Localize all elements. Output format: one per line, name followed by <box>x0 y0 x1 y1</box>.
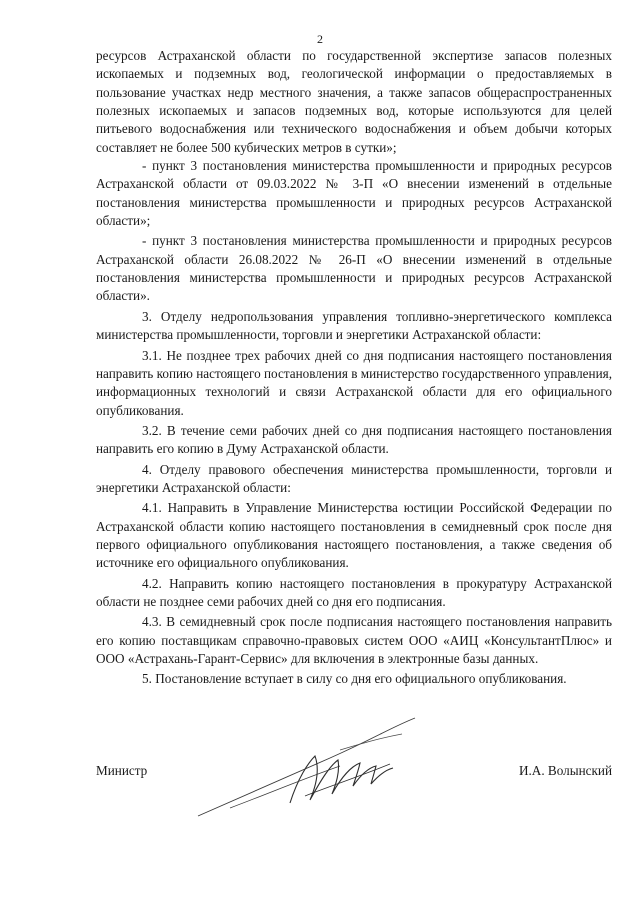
document-body <box>96 47 612 689</box>
paragraph-5: 5. Постановление вступает в силу со дня его официального опубликования. <box>142 671 567 687</box>
paragraph-item-3-march: - пункт 3 постановления министерства промышленности и природных ресурсов Астраханской области от 09.03.2022 № 3-П «О внесении изменений в отдельные постановления министерства промышленности и природных ресурсов Астраханской области»; <box>96 158 612 229</box>
paragraph-4-2: 4.2. Направить копию настоящего постановления в прокуратуру Астраханской области не позднее семи рабочих дней со дня его подписания. <box>96 575 612 609</box>
paragraph-3-2: 3.2. В течение семи рабочих дней со дня подписания настоящего постановления направить его копию в Думу Астраханской области. <box>96 422 612 457</box>
signature-block <box>96 763 612 785</box>
signatory-title: Министр <box>96 763 148 778</box>
paragraph-4-3: 4.3. В семидневный срок после подписания настоящего постановления направить его копию поставщикам справочно-правовых систем ООО «АИЦ «КонсультантПлюс» и ООО «Астрахань-Гарант-Сервис» для включения в электронные базы данных. <box>96 614 612 666</box>
signatory-name: И.А. Волынский <box>518 763 612 778</box>
paragraph-continuation: ресурсов Астраханской области по государственной экспертизе запасов полезных ископаемых и подземных вод, геологической информации о предоставляемых в пользование участках недр местного значения, а также запасов общераспространенных полезных ископаемых и запасов подземных вод, которые используются для целей питьевого водоснабжения или технического водоснабжения и объем добычи которых составляет не более 500 кубических метров в сутки»; <box>96 48 612 155</box>
paragraph-3-1: 3.1. Не позднее трех рабочих дней со дня подписания настоящего постановления направить копию настоящего постановления в министерство государственного управления, информационных технологий и связи Астраханской области для его официального опубликования. <box>96 347 612 418</box>
paragraph-4: 4. Отделу правового обеспечения министерства промышленности, торговли и энергетики Астраханской области: <box>96 461 612 495</box>
paragraph-item-3-august: - пункт 3 постановления министерства промышленности и природных ресурсов Астраханской области 26.08.2022 № 26-П «О внесении изменений в отдельные постановления министерства промышленности и природных ресурсов Астраханской области». <box>96 233 612 304</box>
paragraph-3: 3. Отделу недропользования управления топливно-энергетического комплекса министерства промышленности, торговли и энергетики Астраханской области: <box>96 308 612 343</box>
paragraph-4-1: 4.1. Направить в Управление Министерства юстиции Российской Федерации по Астраханской области копию настоящего постановления в семидневный срок после дня первого официального опубликования настоящего постановления, а также сведения об источнике его официального опубликования. <box>96 500 612 571</box>
page-number: 2 <box>317 32 323 46</box>
